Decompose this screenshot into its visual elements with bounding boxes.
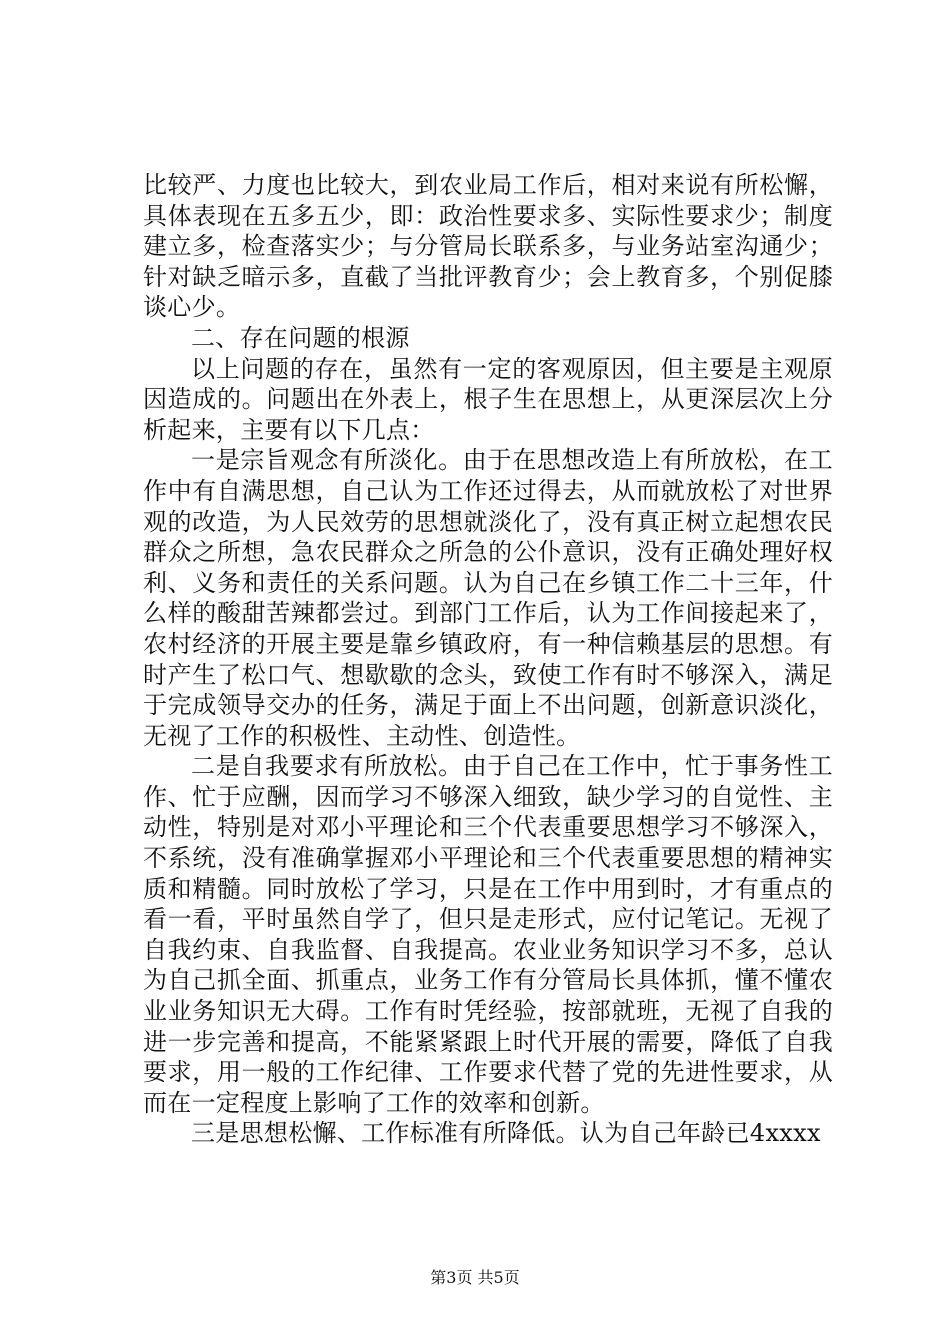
paragraph-point-one: 一是宗旨观念有所淡化。由于在思想改造上有所放松，在工作中有自满思想，自己认为工作还过得去，从而就放松了对世界观的改造，为人民效劳的思想就淡化了，没有真正树立起想农民群众之所想，急农民群众之所急的公仆意识，没有正确处理好权利、义务和责任的关系问题。认为自己在乡镇工作二十三年，什么样的酸甜苦辣都尝过。到部门工作后，认为工作间接起来了，农村经济的开展主要是靠乡镇政府，有一种信赖基层的思想。有时产生了松口气、想歇歇的念头，致使工作有时不够深入，满足于完成领导交办的任务，满足于面上不出问题，创新意识淡化，无视了工作的积极性、主动性、创造性。 <box>143 446 833 750</box>
page-number-footer: 第3页 共5页 <box>430 1268 520 1287</box>
paragraph-intro: 以上问题的存在，虽然有一定的客观原因，但主要是主观原因造成的。问题出在外表上，根子生在思想上，从更深层次上分析起来，主要有以下几点： <box>143 354 833 444</box>
section-heading: 二、存在问题的根源 <box>191 323 410 352</box>
document-body <box>143 170 833 1149</box>
paragraph-point-three: 三是思想松懈、工作标准有所降低。认为自己年龄已4xxxx <box>191 1119 821 1148</box>
paragraph-point-two: 二是自我要求有所放松。由于自己在工作中，忙于事务性工作、忙于应酬，因而学习不够深入细致，缺少学习的自觉性、主动性，特别是对邓小平理论和三个代表重要思想学习不够深入，不系统，没有准确掌握邓小平理论和三个代表重要思想的精神实质和精髓。同时放松了学习，只是在工作中用到时，才有重点的看一看，平时虽然自学了，但只是走形式，应付记笔记。无视了自我约束、自我监督、自我提高。农业业务知识学习不多，总认为自己抓全面、抓重点，业务工作有分管局长具体抓，懂不懂农业业务知识无大碍。工作有时凭经验，按部就班，无视了自我的进一步完善和提高，不能紧紧跟上时代开展的需要，降低了自我要求，用一般的工作纪律、工作要求代替了党的先进性要求，从而在一定程度上影响了工作的效率和创新。 <box>143 752 833 1117</box>
paragraph-continuation: 比较严、力度也比较大，到农业局工作后，相对来说有所松懈，具体表现在五多五少，即：政治性要求多、实际性要求少；制度建立多，检查落实少；与分管局长联系多，与业务站室沟通少；针对缺乏暗示多，直截了当批评教育少；会上教育多，个别促膝谈心少。 <box>143 171 833 322</box>
